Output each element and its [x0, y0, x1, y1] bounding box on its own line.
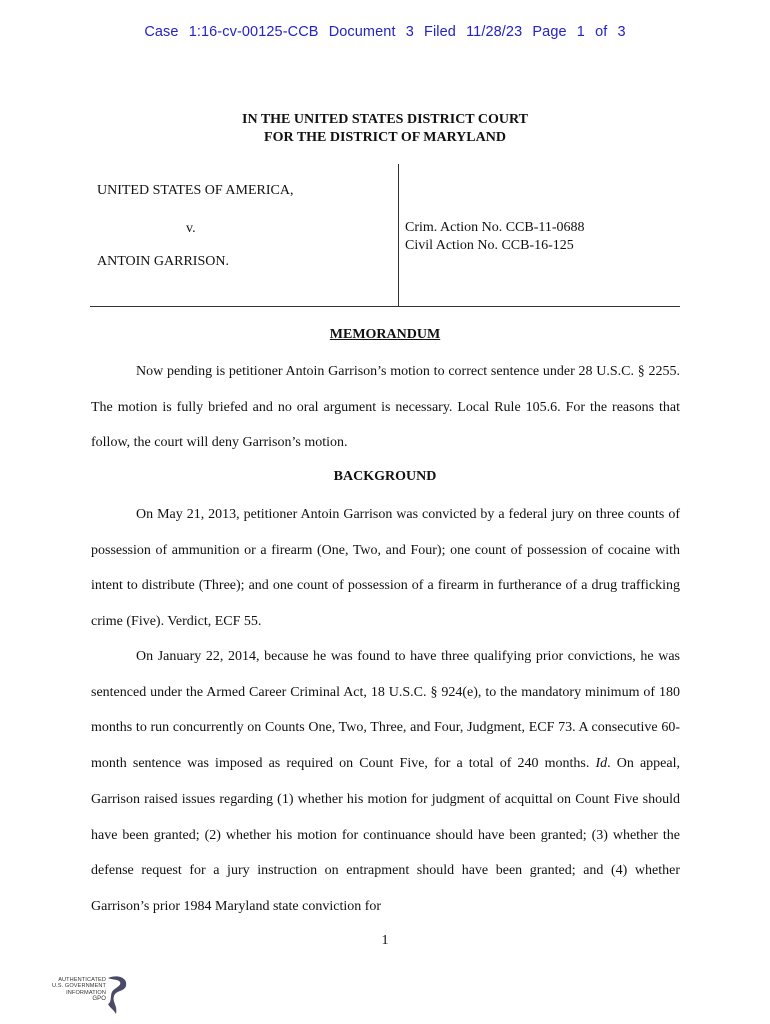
crim-action-number: Crim. Action No. CCB-11-0688 [405, 220, 585, 235]
page-count: Page 1 of 3 [532, 24, 626, 40]
caption-versus: v. [186, 221, 196, 236]
background-paragraph-2-text-a: On January 22, 2014, because he was found to have three qualifying prior convictions, he was sentenced under the Armed Career Criminal Act, 18 U.S.C. § 924(e), to the mandatory minimum of 180 months to run concurrently on Counts One, Two, Three, and Four, Judgment, ECF 73. A consecutive 60-month sentence was imposed as required on Count Five, for a total of 240 months. [91, 649, 680, 772]
court-title-line1: IN THE UNITED STATES DISTRICT COURT [242, 112, 528, 127]
page-number: 1 [381, 933, 389, 948]
memorandum-title: MEMORANDUM [329, 327, 441, 342]
document-number: Document 3 [328, 24, 414, 40]
caption-plaintiff: UNITED STATES OF AMERICA, [97, 183, 294, 198]
civil-action-number: Civil Action No. CCB-16-125 [405, 238, 574, 253]
caption-horizontal-divider [90, 306, 680, 307]
caption-action-numbers [405, 219, 585, 255]
gpo-logo-line3: INFORMATION [66, 989, 106, 996]
gpo-logo-line4: GPO [92, 996, 106, 1003]
gpo-logo-line2: U.S. GOVERNMENT [51, 983, 106, 990]
court-title [0, 111, 770, 147]
background-paragraph-1 [91, 497, 680, 640]
gpo-logo-line1: AUTHENTICATED [58, 977, 106, 983]
filed-date: Filed 11/28/23 [424, 24, 523, 40]
background-paragraph-2-text-b: . On appeal, Garrison raised issues regarding (1) whether his motion for judgment of acquittal on Count Five should have been granted; (2) whether his motion for continuance should have been granted; (3) whether the defense request for a jury instruction on entrapment should have been granted; and (4) whether Garrison’s prior 1984 Maryland state conviction for [91, 756, 680, 914]
gpo-logo-text [44, 977, 106, 1003]
court-title-line2: FOR THE DISTRICT OF MARYLAND [264, 130, 506, 145]
gpo-authentication-logo [44, 974, 134, 1018]
case-header-stamp [0, 24, 770, 40]
background-heading: BACKGROUND [333, 469, 437, 484]
background-paragraph-2 [91, 639, 680, 925]
intro-paragraph-text: Now pending is petitioner Antoin Garrison’s motion to correct sentence under 28 U.S.C. § 2255. The motion is fully briefed and no oral argument is necessary. Local Rule 105.6. For the reasons that follow, the court will deny Garrison’s motion. [91, 364, 680, 451]
case-number: Case 1:16-cv-00125-CCB [144, 24, 319, 40]
memorandum-heading [0, 327, 770, 343]
caption-defendant: ANTOIN GARRISON. [97, 254, 229, 269]
id-citation: Id [595, 756, 608, 772]
background-paragraph-1-text: On May 21, 2013, petitioner Antoin Garrison was convicted by a federal jury on three counts of possession of ammunition or a firearm (One, Two, and Four); one count of possession of cocaine with intent to distribute (Three); and one count of possession of a firearm in furtherance of a drug trafficking crime (Five). Verdict, ECF 55. [91, 507, 680, 630]
eagle-icon [102, 974, 132, 1018]
caption-vertical-divider [398, 164, 399, 307]
intro-paragraph [91, 354, 680, 461]
